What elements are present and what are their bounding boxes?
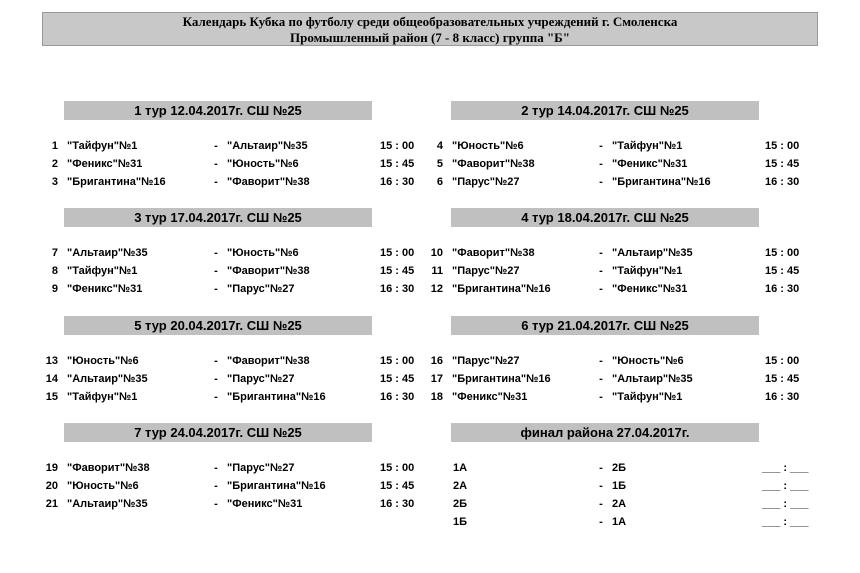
match-time: 15 : 45 — [380, 480, 415, 492]
vs-dash: - — [214, 462, 218, 474]
match-time: 15 : 00 — [380, 462, 415, 474]
away-team: 1А — [612, 516, 627, 528]
home-team: "Парус"№27 — [452, 176, 520, 188]
away-team: "Тайфун"№1 — [612, 140, 683, 152]
match-time: 15 : 45 — [765, 265, 800, 277]
match-row — [40, 174, 420, 191]
home-team: "Фаворит"№38 — [67, 462, 150, 474]
home-team: "Юность"№6 — [67, 355, 139, 367]
home-team: "Феникс"№31 — [67, 158, 143, 170]
away-team: "Юность"№6 — [612, 355, 684, 367]
match-number: 8 — [51, 265, 58, 277]
home-team: "Юность"№6 — [67, 480, 139, 492]
away-team: "Бригантина"№16 — [227, 480, 326, 492]
match-time: 15 : 00 — [765, 247, 800, 259]
away-team: "Юность"№6 — [227, 158, 299, 170]
match-time: 15 : 45 — [765, 158, 800, 170]
vs-dash: - — [214, 391, 218, 403]
match-number: 1 — [51, 140, 58, 152]
home-team: "Парус"№27 — [452, 265, 520, 277]
home-team: "Бригантина"№16 — [452, 373, 551, 385]
match-row — [425, 478, 809, 495]
match-number: 11 — [431, 265, 443, 277]
vs-dash: - — [214, 140, 218, 152]
vs-dash: - — [599, 247, 603, 259]
match-row — [40, 478, 420, 495]
vs-dash: - — [214, 355, 218, 367]
round-header: 4 тур 18.04.2017г. СШ №25 — [451, 208, 759, 227]
match-number: 10 — [430, 247, 443, 259]
home-team: 2А — [453, 480, 468, 492]
match-number: 3 — [51, 176, 58, 188]
match-row — [40, 281, 420, 298]
home-team: "Альтаир"№35 — [67, 498, 148, 510]
home-team: "Бригантина"№16 — [67, 176, 166, 188]
score-blank: ___ : ___ — [762, 498, 809, 510]
score-blank: ___ : ___ — [762, 480, 809, 492]
home-team: "Феникс"№31 — [452, 391, 528, 403]
home-team: "Феникс"№31 — [67, 283, 143, 295]
match-row — [425, 460, 809, 477]
away-team: "Альтаир"№35 — [227, 140, 308, 152]
match-number: 20 — [45, 480, 58, 492]
away-team: "Тайфун"№1 — [612, 391, 683, 403]
match-row — [425, 371, 805, 388]
match-number: 15 — [45, 391, 58, 403]
vs-dash: - — [599, 176, 603, 188]
home-team: "Фаворит"№38 — [452, 247, 535, 259]
home-team: "Альтаир"№35 — [67, 247, 148, 259]
match-time: 15 : 00 — [380, 247, 415, 259]
round-header: 7 тур 24.04.2017г. СШ №25 — [64, 423, 372, 442]
away-team: "Альтаир"№35 — [612, 373, 693, 385]
away-team: "Фаворит"№38 — [227, 265, 310, 277]
match-number: 4 — [436, 140, 443, 152]
match-row — [425, 174, 805, 191]
match-time: 15 : 00 — [765, 140, 800, 152]
away-team: "Альтаир"№35 — [612, 247, 693, 259]
home-team: "Бригантина"№16 — [452, 283, 551, 295]
match-row — [425, 263, 805, 280]
match-number: 6 — [436, 176, 443, 188]
match-row — [40, 138, 420, 155]
home-team: "Фаворит"№38 — [452, 158, 535, 170]
vs-dash: - — [599, 516, 603, 528]
away-team: 2А — [612, 498, 627, 510]
match-number: 12 — [430, 283, 443, 295]
page-title — [42, 12, 818, 46]
away-team: "Парус"№27 — [227, 462, 295, 474]
home-team: "Парус"№27 — [452, 355, 520, 367]
match-row — [425, 156, 805, 173]
home-team: "Юность"№6 — [452, 140, 524, 152]
match-time: 16 : 30 — [765, 391, 800, 403]
match-time: 16 : 30 — [380, 176, 415, 188]
match-row — [425, 353, 805, 370]
vs-dash: - — [214, 498, 218, 510]
round-header: 3 тур 17.04.2017г. СШ №25 — [64, 208, 372, 227]
match-time: 15 : 00 — [380, 140, 415, 152]
match-row — [40, 371, 420, 388]
match-row — [40, 245, 420, 262]
match-number: 17 — [430, 373, 443, 385]
away-team: "Юность"№6 — [227, 247, 299, 259]
match-number: 5 — [436, 158, 443, 170]
match-number: 7 — [51, 247, 58, 259]
title-line-1: Календарь Кубка по футболу среди общеобразовательных учреждений г. Смоленска — [182, 14, 678, 29]
match-time: 16 : 30 — [380, 283, 415, 295]
home-team: "Тайфун"№1 — [67, 391, 138, 403]
vs-dash: - — [214, 265, 218, 277]
match-number: 21 — [45, 498, 58, 510]
round-header: 1 тур 12.04.2017г. СШ №25 — [64, 101, 372, 120]
title-line-2: Промышленный район (7 - 8 класс) группа "Б" — [289, 30, 570, 45]
match-row — [40, 353, 420, 370]
match-row — [425, 281, 805, 298]
score-blank: ___ : ___ — [762, 516, 809, 528]
home-team: 1А — [453, 462, 468, 474]
match-row — [40, 156, 420, 173]
match-time: 16 : 30 — [765, 283, 800, 295]
vs-dash: - — [599, 158, 603, 170]
vs-dash: - — [599, 140, 603, 152]
away-team: "Феникс"№31 — [227, 498, 303, 510]
match-row — [40, 263, 420, 280]
match-row — [40, 389, 420, 406]
away-team: 2Б — [612, 462, 627, 474]
match-number: 2 — [51, 158, 58, 170]
round-header: 5 тур 20.04.2017г. СШ №25 — [64, 316, 372, 335]
match-time: 16 : 30 — [380, 498, 415, 510]
away-team: "Бригантина"№16 — [612, 176, 711, 188]
vs-dash: - — [214, 158, 218, 170]
away-team: "Феникс"№31 — [612, 158, 688, 170]
home-team: 2Б — [453, 498, 468, 510]
match-number: 19 — [45, 462, 58, 474]
score-blank: ___ : ___ — [762, 462, 809, 474]
match-time: 15 : 45 — [380, 158, 415, 170]
vs-dash: - — [214, 247, 218, 259]
vs-dash: - — [214, 480, 218, 492]
vs-dash: - — [599, 265, 603, 277]
match-number: 9 — [51, 283, 58, 295]
vs-dash: - — [599, 462, 603, 474]
match-time: 15 : 00 — [765, 355, 800, 367]
round-header: финал района 27.04.2017г. — [451, 423, 759, 442]
match-row — [425, 514, 809, 531]
match-time: 15 : 00 — [380, 355, 415, 367]
home-team: "Тайфун"№1 — [67, 265, 138, 277]
away-team: 1Б — [612, 480, 627, 492]
vs-dash: - — [599, 283, 603, 295]
match-number: 14 — [45, 373, 58, 385]
vs-dash: - — [599, 498, 603, 510]
match-row — [425, 496, 809, 513]
match-row — [40, 460, 420, 477]
vs-dash: - — [214, 373, 218, 385]
round-header: 6 тур 21.04.2017г. СШ №25 — [451, 316, 759, 335]
away-team: "Фаворит"№38 — [227, 176, 310, 188]
match-time: 16 : 30 — [380, 391, 415, 403]
home-team: "Альтаир"№35 — [67, 373, 148, 385]
match-time: 16 : 30 — [765, 176, 800, 188]
away-team: "Феникс"№31 — [612, 283, 688, 295]
away-team: "Парус"№27 — [227, 283, 295, 295]
away-team: "Парус"№27 — [227, 373, 295, 385]
match-time: 15 : 45 — [765, 373, 800, 385]
match-number: 18 — [430, 391, 443, 403]
away-team: "Фаворит"№38 — [227, 355, 310, 367]
vs-dash: - — [214, 176, 218, 188]
home-team: "Тайфун"№1 — [67, 140, 138, 152]
match-row — [425, 245, 805, 262]
home-team: 1Б — [453, 516, 468, 528]
away-team: "Тайфун"№1 — [612, 265, 683, 277]
match-number: 13 — [45, 355, 58, 367]
round-header: 2 тур 14.04.2017г. СШ №25 — [451, 101, 759, 120]
vs-dash: - — [599, 480, 603, 492]
match-number: 16 — [430, 355, 443, 367]
match-time: 15 : 45 — [380, 265, 415, 277]
match-row — [40, 496, 420, 513]
vs-dash: - — [599, 373, 603, 385]
match-row — [425, 138, 805, 155]
away-team: "Бригантина"№16 — [227, 391, 326, 403]
vs-dash: - — [599, 391, 603, 403]
match-row — [425, 389, 805, 406]
vs-dash: - — [599, 355, 603, 367]
vs-dash: - — [214, 283, 218, 295]
match-time: 15 : 45 — [380, 373, 415, 385]
